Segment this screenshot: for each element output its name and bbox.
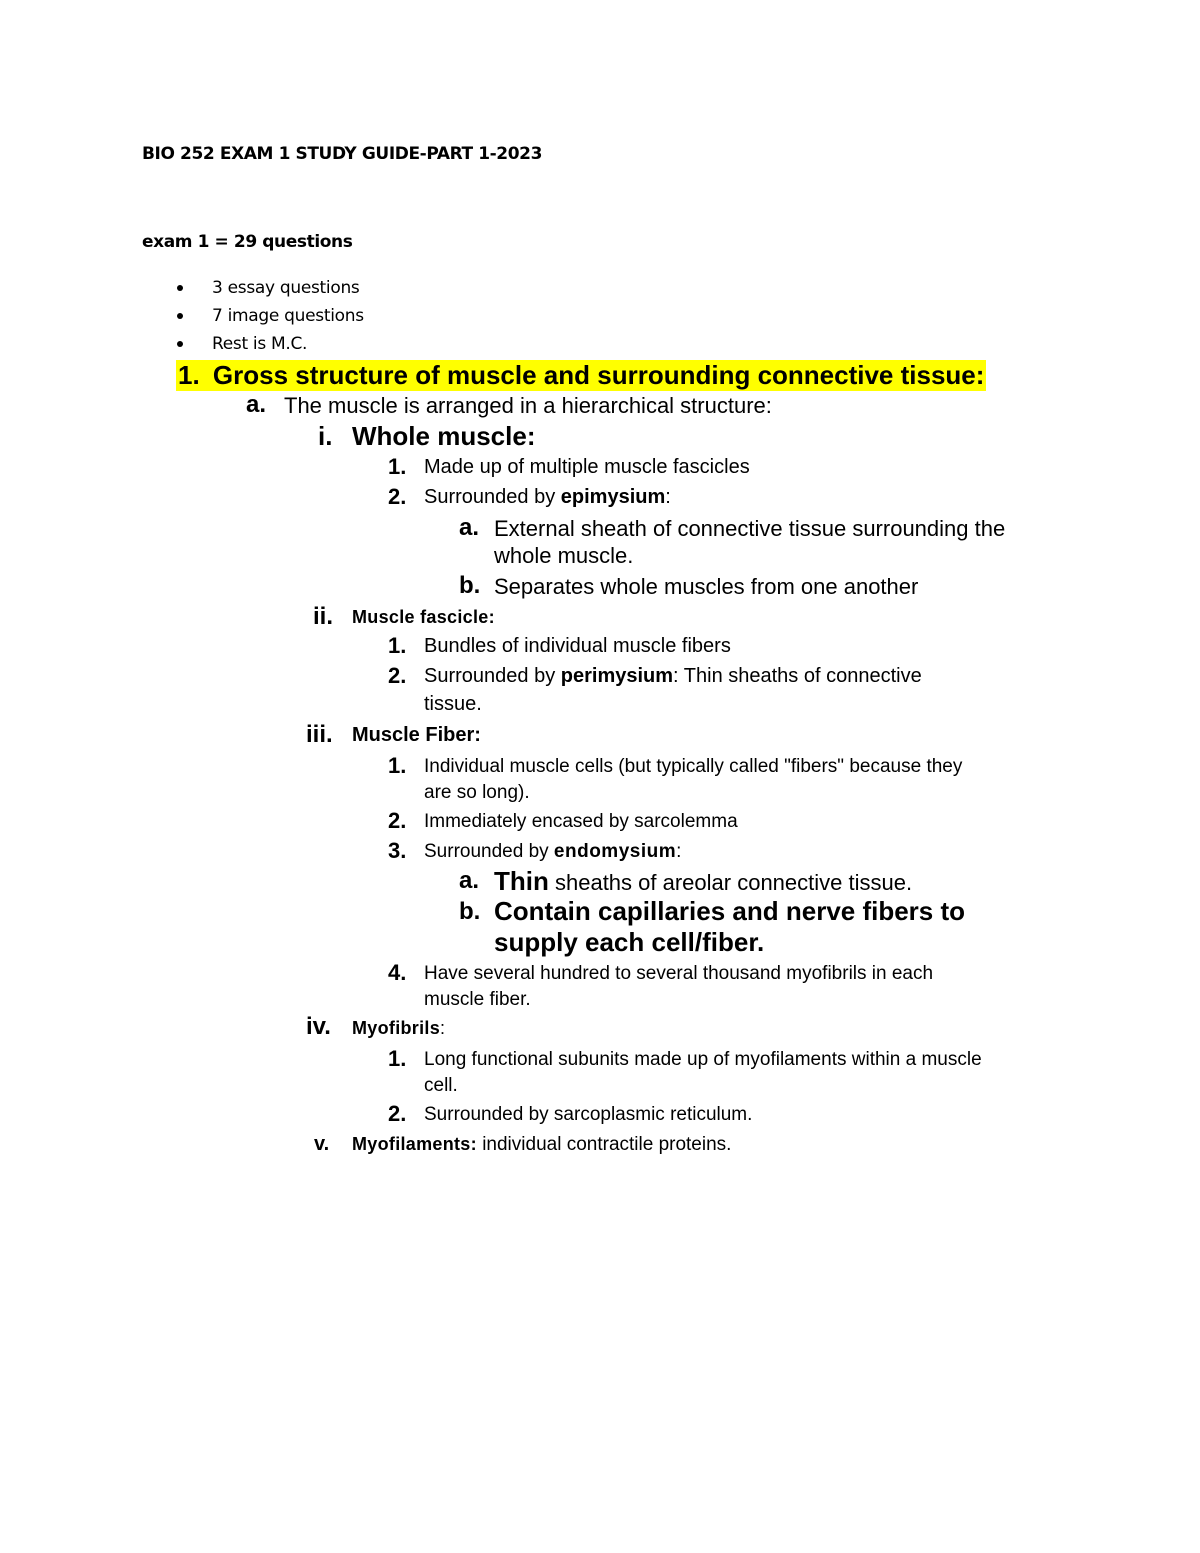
bullet-dot: [177, 285, 183, 291]
text-run: individual contractile proteins.: [476, 1134, 732, 1155]
subsection-label: Muscle fascicle:: [352, 607, 495, 627]
list-marker: a.: [459, 867, 480, 894]
list-marker: 2.: [388, 808, 407, 833]
list-marker: 1.: [388, 1046, 407, 1071]
term-endomysium: endomysium: [553, 841, 677, 862]
list-text: External sheath of connective tissue surrounding the: [494, 516, 1006, 541]
document-title: BIO 252 EXAM 1 STUDY GUIDE-PART 1-2023: [142, 144, 543, 164]
list-marker: 1.: [388, 633, 407, 658]
term-myofibrils: Myofibrils: [352, 1018, 441, 1038]
list-text: Separates whole muscles from one another: [494, 574, 919, 599]
list-marker: 2.: [388, 663, 407, 688]
list-text: The muscle is arranged in a hierarchical structure:: [284, 393, 772, 418]
list-marker: iv.: [306, 1013, 331, 1040]
bullet-item: 3 essay questions: [212, 278, 360, 298]
list-text: muscle fiber.: [424, 989, 531, 1010]
text-run: Surrounded by: [424, 665, 561, 687]
bullet-item: Rest is M.C.: [212, 334, 308, 354]
list-marker: 3.: [388, 838, 407, 863]
list-text: tissue.: [424, 693, 482, 715]
list-text: cell.: [424, 1075, 458, 1096]
text-run: :: [665, 486, 671, 508]
list-marker: 2.: [388, 1101, 407, 1126]
list-text: Have several hundred to several thousand myofibrils in each: [424, 963, 934, 984]
text-run: :: [440, 1018, 446, 1038]
list-text: supply each cell/fiber.: [494, 927, 765, 957]
subsection-label: Muscle Fiber:: [352, 724, 481, 746]
list-text: Bundles of individual muscle fibers: [424, 635, 731, 657]
section-heading-text: Gross structure of muscle and surrounding connective tissue:: [212, 360, 985, 390]
list-marker: b.: [459, 572, 481, 599]
list-marker: i.: [318, 421, 333, 451]
list-text: Long functional subunits made up of myofilaments within a muscle: [424, 1049, 982, 1070]
section-heading: [176, 360, 986, 391]
subsection-label: [352, 1018, 445, 1039]
list-marker: a.: [459, 514, 480, 541]
list-marker: 1.: [388, 753, 407, 778]
list-text: Surrounded by sarcoplasmic reticulum.: [424, 1104, 753, 1125]
text-run: :: [676, 841, 682, 862]
list-marker: 2.: [388, 484, 407, 509]
list-marker: v.: [314, 1133, 330, 1155]
list-marker: 1.: [388, 454, 407, 479]
list-text: [352, 1134, 731, 1156]
list-marker: 4.: [388, 960, 407, 985]
term-myofilaments: Myofilaments:: [352, 1134, 477, 1154]
list-text: [424, 841, 681, 863]
list-text: Individual muscle cells (but typically called "fibers" because they: [424, 756, 963, 777]
exam-summary: exam 1 = 29 questions: [142, 232, 353, 252]
list-marker: ii.: [313, 603, 334, 630]
list-text: Made up of multiple muscle fascicles: [424, 456, 750, 478]
list-marker: iii.: [306, 721, 333, 748]
bullet-dot: [177, 313, 183, 319]
list-text: are so long).: [424, 782, 530, 803]
text-run: Surrounded by: [424, 486, 561, 508]
list-text: Contain capillaries and nerve fibers to: [494, 896, 966, 926]
text-run: sheaths of areolar connective tissue.: [548, 870, 913, 895]
list-text: whole muscle.: [494, 543, 634, 568]
list-text: Immediately encased by sarcolemma: [424, 811, 738, 832]
term-epimysium: epimysium: [560, 486, 666, 508]
bullet-dot: [177, 341, 183, 347]
text-run: : Thin sheaths of connective: [673, 665, 922, 687]
list-text: [424, 665, 922, 688]
emphasis-thin: Thin: [494, 866, 549, 896]
section-number: 1.: [178, 360, 200, 390]
subsection-label: Whole muscle:: [352, 421, 536, 451]
list-marker: a.: [246, 391, 267, 418]
bullet-item: 7 image questions: [212, 306, 364, 326]
term-perimysium: perimysium: [560, 665, 674, 687]
list-text: [424, 486, 671, 509]
text-run: Surrounded by: [424, 841, 554, 862]
list-marker: b.: [459, 898, 481, 925]
list-text: [494, 866, 912, 897]
